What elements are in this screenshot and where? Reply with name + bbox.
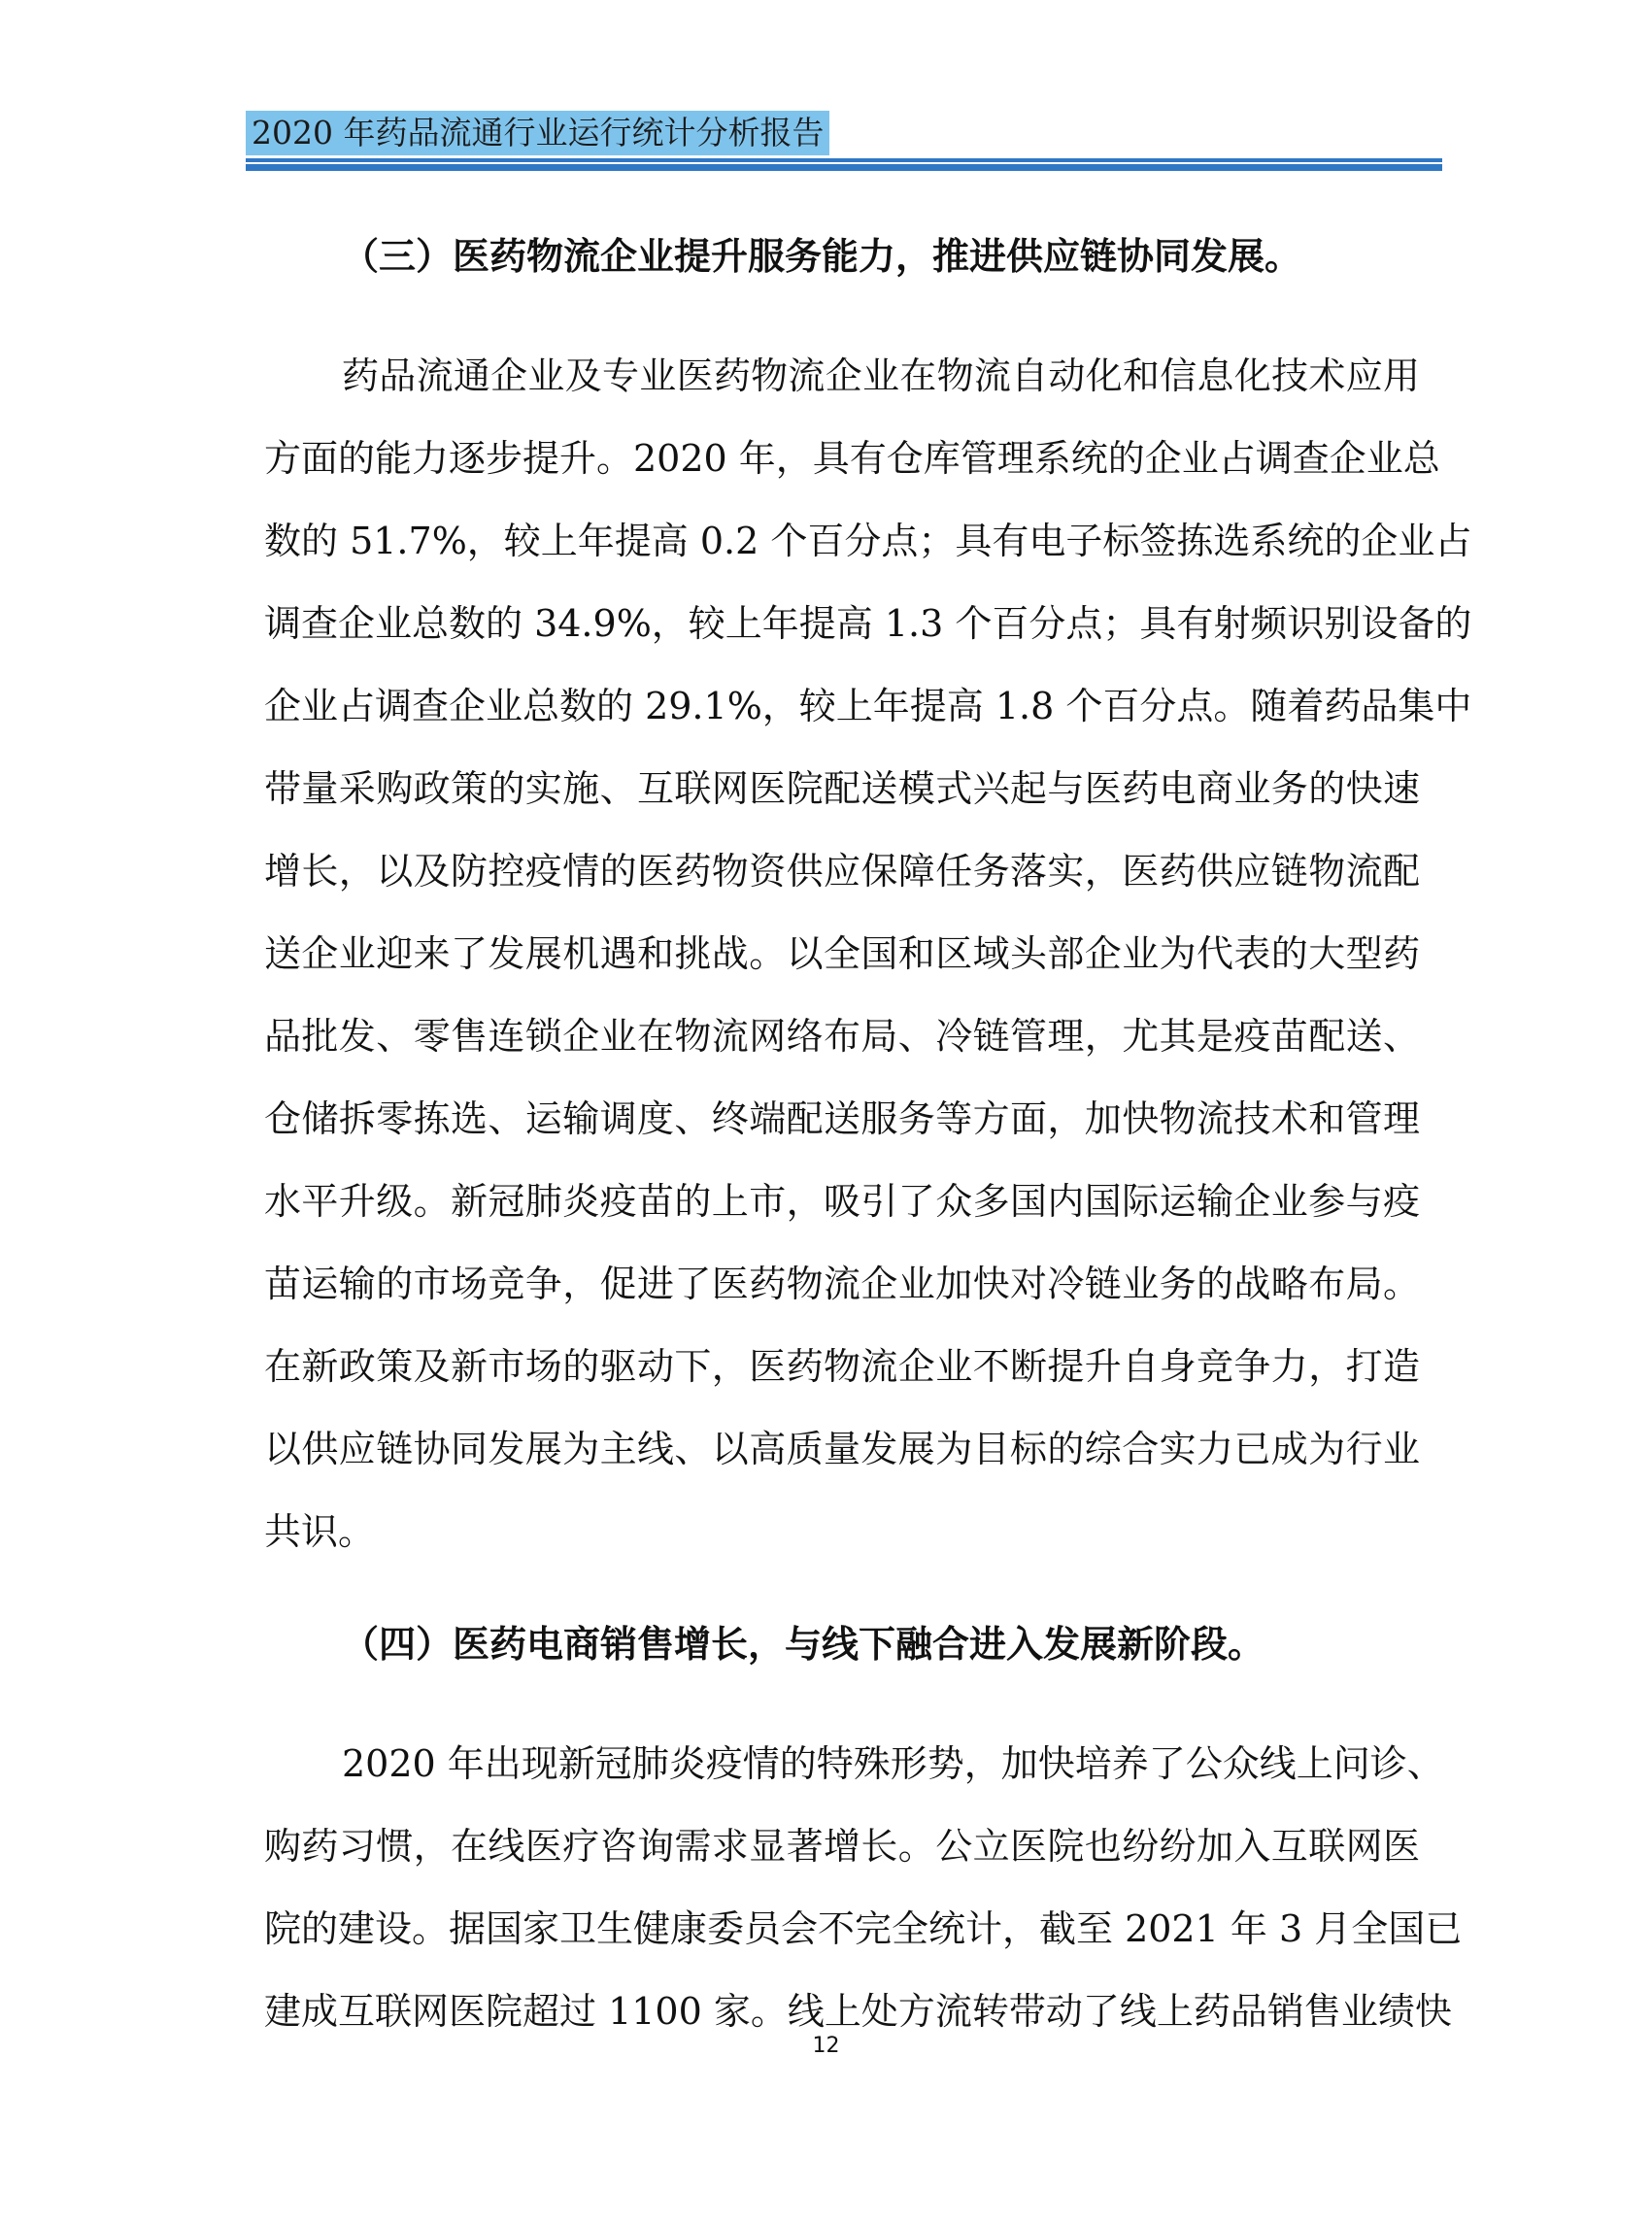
- paragraph-line: 企业占调查企业总数的 29.1%，较上年提高 1.8 个百分点。随着药品集中: [264, 685, 1472, 727]
- paragraph-line: 仓储拆零拣选、运输调度、终端配送服务等方面，加快物流技术和管理: [264, 1097, 1420, 1140]
- section-4-paragraph: [264, 1723, 1463, 2053]
- paragraph-line: 送企业迎来了发展机遇和挑战。以全国和区域头部企业为代表的大型药: [264, 932, 1420, 975]
- paragraph-line: 以供应链协同发展为主线、以高质量发展为目标的综合实力已成为行业: [264, 1428, 1420, 1470]
- paragraph-line: 方面的能力逐步提升。2020 年，具有仓库管理系统的企业占调查企业总: [264, 437, 1440, 480]
- paragraph-line: 2020 年出现新冠肺炎疫情的特殊形势，加快培养了公众线上问诊、: [342, 1742, 1444, 1785]
- report-header-title: 2020 年药品流通行业运行统计分析报告: [246, 111, 829, 155]
- section-3-paragraph: [264, 335, 1472, 1573]
- paragraph-line: 水平升级。新冠肺炎疫苗的上市，吸引了众多国内国际运输企业参与疫: [264, 1180, 1420, 1223]
- paragraph-line: 在新政策及新市场的驱动下，医药物流企业不断提升自身竞争力，打造: [264, 1345, 1420, 1388]
- paragraph-line: 药品流通企业及专业医药物流企业在物流自动化和信息化技术应用: [342, 354, 1420, 397]
- paragraph-line: 带量采购政策的实施、互联网医院配送模式兴起与医药电商业务的快速: [264, 767, 1420, 810]
- paragraph-line: 购药习惯，在线医疗咨询需求显著增长。公立医院也纷纷加入互联网医: [264, 1825, 1420, 1868]
- paragraph-line: 院的建设。据国家卫生健康委员会不完全统计，截至 2021 年 3 月全国已: [264, 1907, 1463, 1950]
- paragraph-line: 增长，以及防控疫情的医药物资供应保障任务落实，医药供应链物流配: [264, 850, 1420, 893]
- header-rule-thin: [246, 158, 1442, 162]
- header-rule-thick: [246, 164, 1442, 171]
- section-4-heading: （四）医药电商销售增长，与线下融合进入发展新阶段。: [342, 1622, 1265, 1666]
- paragraph-line: 品批发、零售连锁企业在物流网络布局、冷链管理，尤其是疫苗配送、: [264, 1015, 1420, 1058]
- paragraph-line: 调查企业总数的 34.9%，较上年提高 1.3 个百分点；具有射频识别设备的: [264, 602, 1472, 645]
- paragraph-line: 苗运输的市场竞争，促进了医药物流企业加快对冷链业务的战略布局。: [264, 1263, 1420, 1305]
- paragraph-line: 数的 51.7%，较上年提高 0.2 个百分点；具有电子标签拣选系统的企业占: [264, 520, 1472, 562]
- page-number: 12: [812, 2034, 840, 2058]
- section-3-heading: （三）医药物流企业提升服务能力，推进供应链协同发展。: [342, 234, 1302, 278]
- paragraph-line: 共识。: [264, 1510, 376, 1553]
- paragraph-line: 建成互联网医院超过 1100 家。线上处方流转带动了线上药品销售业绩快: [264, 1990, 1452, 2033]
